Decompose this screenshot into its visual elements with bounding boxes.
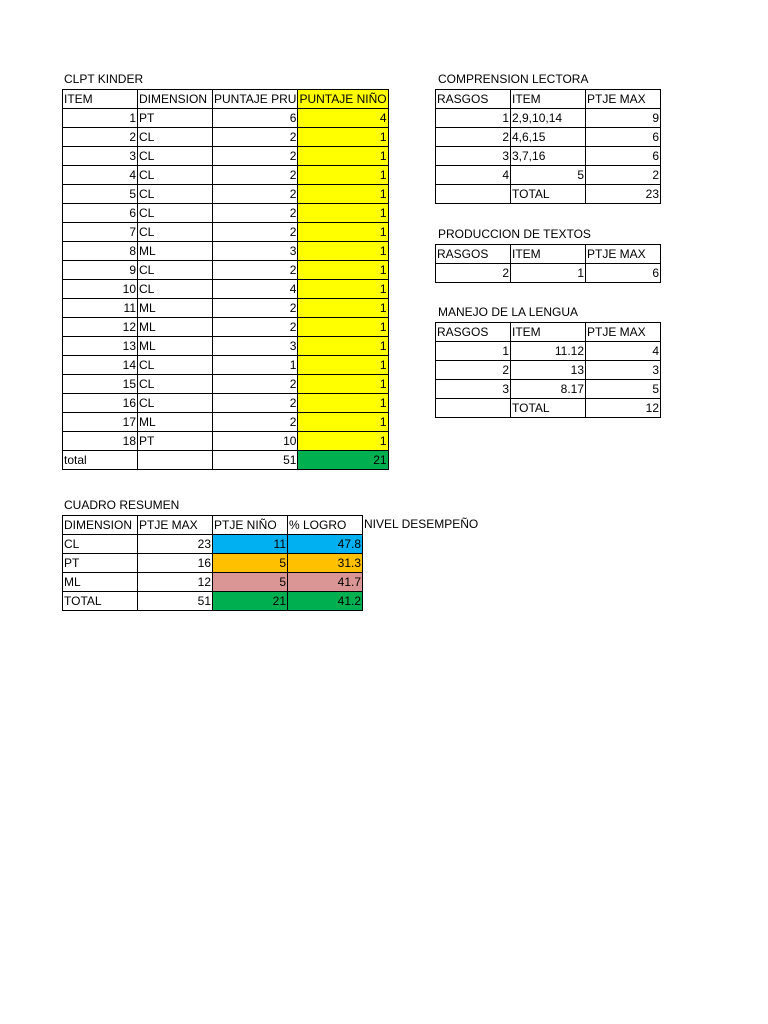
dimension-cell[interactable]: PT: [138, 109, 213, 128]
puntaje-nino-cell[interactable]: 1: [298, 223, 388, 242]
dimension-cell[interactable]: ML: [138, 299, 213, 318]
dimension-cell[interactable]: ML: [138, 242, 213, 261]
puntaje-prueba-cell[interactable]: 3: [213, 242, 298, 261]
table-row: [63, 185, 389, 204]
header-item[interactable]: ITEM: [511, 323, 586, 342]
dimension-cell[interactable]: ML: [138, 413, 213, 432]
main-score-table: [62, 89, 389, 470]
puntaje-prueba-cell[interactable]: 4: [213, 280, 298, 299]
puntaje-prueba-cell[interactable]: 2: [213, 299, 298, 318]
resumen-table: [62, 515, 363, 611]
dimension-cell[interactable]: CL: [63, 535, 138, 554]
dimension-cell[interactable]: ML: [138, 337, 213, 356]
dimension-cell[interactable]: ML: [63, 573, 138, 592]
ptje-max-cell[interactable]: 6: [586, 147, 661, 166]
puntaje-nino-cell[interactable]: 1: [298, 432, 388, 451]
header-puntaje-nino[interactable]: PUNTAJE NIÑO: [298, 90, 388, 109]
header-logro[interactable]: % LOGRO: [288, 516, 363, 535]
puntaje-nino-cell[interactable]: 1: [298, 147, 388, 166]
header-item[interactable]: ITEM: [511, 245, 586, 264]
header-ptje-max[interactable]: PTJE MAX: [138, 516, 213, 535]
header-ptje-nino[interactable]: PTJE NIÑO: [213, 516, 288, 535]
table-row: [436, 147, 661, 166]
resumen-title: CUADRO RESUMEN: [64, 498, 180, 512]
total-row: [436, 185, 661, 204]
item-cell[interactable]: 14: [63, 356, 138, 375]
puntaje-nino-cell[interactable]: 1: [298, 280, 388, 299]
dimension-cell[interactable]: CL: [138, 280, 213, 299]
puntaje-nino-cell[interactable]: 1: [298, 204, 388, 223]
total-max-cell[interactable]: 51: [213, 451, 298, 470]
item-cell[interactable]: 12: [63, 318, 138, 337]
puntaje-nino-cell[interactable]: 4: [298, 109, 388, 128]
ptje-max-cell[interactable]: 23: [138, 535, 213, 554]
puntaje-prueba-cell[interactable]: 2: [213, 128, 298, 147]
table-row: [436, 109, 661, 128]
item-cell[interactable]: 3,7,16: [511, 147, 586, 166]
table-row: [436, 361, 661, 380]
ptje-max-cell[interactable]: 16: [138, 554, 213, 573]
dimension-cell[interactable]: CL: [138, 128, 213, 147]
table-row: [63, 356, 389, 375]
table-row: [63, 432, 389, 451]
puntaje-nino-cell[interactable]: 1: [298, 394, 388, 413]
table-row: [63, 299, 389, 318]
dimension-cell[interactable]: ML: [138, 318, 213, 337]
puntaje-prueba-cell[interactable]: 2: [213, 204, 298, 223]
table-row: [63, 535, 363, 554]
puntaje-nino-cell[interactable]: 1: [298, 128, 388, 147]
puntaje-prueba-cell[interactable]: 2: [213, 394, 298, 413]
dimension-cell[interactable]: CL: [138, 166, 213, 185]
header-ptje-max[interactable]: PTJE MAX: [586, 90, 661, 109]
ptje-max-cell[interactable]: 12: [138, 573, 213, 592]
dimension-cell[interactable]: PT: [63, 554, 138, 573]
dimension-cell[interactable]: PT: [138, 432, 213, 451]
total-row: [63, 592, 363, 611]
item-cell[interactable]: 3: [63, 147, 138, 166]
table-row: [63, 147, 389, 166]
table-row: [63, 318, 389, 337]
puntaje-prueba-cell[interactable]: 2: [213, 223, 298, 242]
item-cell[interactable]: 17: [63, 413, 138, 432]
empty-cell[interactable]: [436, 185, 511, 204]
item-cell[interactable]: 8: [63, 242, 138, 261]
ptje-max-cell[interactable]: 6: [586, 264, 661, 283]
table-row: [63, 375, 389, 394]
item-cell[interactable]: 11: [63, 299, 138, 318]
header-rasgos[interactable]: RASGOS: [436, 323, 511, 342]
table-row: [63, 337, 389, 356]
table-row: [436, 166, 661, 185]
table-header-row: [436, 245, 661, 264]
header-nivel-desempeno[interactable]: NIVEL DESEMPEÑO: [364, 517, 479, 531]
puntaje-nino-cell[interactable]: 1: [298, 261, 388, 280]
puntaje-nino-cell[interactable]: 1: [298, 318, 388, 337]
puntaje-prueba-cell[interactable]: 2: [213, 413, 298, 432]
item-cell[interactable]: 5: [63, 185, 138, 204]
dimension-cell[interactable]: CL: [138, 261, 213, 280]
header-dimension[interactable]: DIMENSION: [138, 90, 213, 109]
item-cell[interactable]: 9: [63, 261, 138, 280]
table-row: [63, 280, 389, 299]
table-header-row: [63, 516, 363, 535]
table-row: [63, 223, 389, 242]
produccion-title: PRODUCCION DE TEXTOS: [438, 227, 591, 241]
empty-cell[interactable]: [138, 451, 213, 470]
item-cell[interactable]: 13: [63, 337, 138, 356]
table-row: [63, 242, 389, 261]
header-dimension[interactable]: DIMENSION: [63, 516, 138, 535]
table-row: [63, 166, 389, 185]
ptje-max-cell[interactable]: 5: [586, 380, 661, 399]
puntaje-prueba-cell[interactable]: 2: [213, 166, 298, 185]
puntaje-prueba-cell[interactable]: 2: [213, 375, 298, 394]
total-max-cell[interactable]: 23: [586, 185, 661, 204]
rasgo-cell[interactable]: 4: [436, 166, 511, 185]
dimension-cell[interactable]: CL: [138, 223, 213, 242]
item-cell[interactable]: 1: [63, 109, 138, 128]
puntaje-nino-cell[interactable]: 1: [298, 242, 388, 261]
table-row: [436, 380, 661, 399]
item-cell[interactable]: 5: [511, 166, 586, 185]
table-row: [63, 394, 389, 413]
puntaje-nino-cell[interactable]: 1: [298, 375, 388, 394]
puntaje-prueba-cell[interactable]: 10: [213, 432, 298, 451]
ptje-max-cell[interactable]: 3: [586, 361, 661, 380]
dimension-cell[interactable]: CL: [138, 394, 213, 413]
item-cell[interactable]: 2: [63, 128, 138, 147]
item-cell[interactable]: 18: [63, 432, 138, 451]
dimension-cell[interactable]: TOTAL: [63, 592, 138, 611]
comprension-title: COMPRENSION LECTORA: [438, 72, 589, 86]
logro-cell[interactable]: 41.7: [288, 573, 363, 592]
dimension-cell[interactable]: CL: [138, 375, 213, 394]
item-cell[interactable]: 13: [511, 361, 586, 380]
puntaje-nino-cell[interactable]: 1: [298, 337, 388, 356]
puntaje-prueba-cell[interactable]: 2: [213, 318, 298, 337]
table-header-row: [436, 90, 661, 109]
puntaje-nino-cell[interactable]: 1: [298, 413, 388, 432]
header-rasgos[interactable]: RASGOS: [436, 90, 511, 109]
ptje-nino-cell[interactable]: 21: [213, 592, 288, 611]
ptje-max-cell[interactable]: 9: [586, 109, 661, 128]
total-nino-cell[interactable]: 21: [298, 451, 388, 470]
item-cell[interactable]: 7: [63, 223, 138, 242]
table-row: [436, 342, 661, 361]
item-cell[interactable]: 16: [63, 394, 138, 413]
dimension-cell[interactable]: CL: [138, 204, 213, 223]
ptje-nino-cell[interactable]: 5: [213, 573, 288, 592]
total-label[interactable]: TOTAL: [511, 399, 586, 418]
puntaje-nino-cell[interactable]: 1: [298, 299, 388, 318]
puntaje-prueba-cell[interactable]: 3: [213, 337, 298, 356]
main-table-title: CLPT KINDER: [64, 72, 144, 86]
table-row: [63, 128, 389, 147]
ptje-max-cell[interactable]: 4: [586, 342, 661, 361]
rasgo-cell[interactable]: 2: [436, 128, 511, 147]
item-cell[interactable]: 15: [63, 375, 138, 394]
item-cell[interactable]: 4,6,15: [511, 128, 586, 147]
table-row: [63, 573, 363, 592]
total-label[interactable]: total: [63, 451, 138, 470]
header-item[interactable]: ITEM: [511, 90, 586, 109]
table-row: [436, 264, 661, 283]
item-cell[interactable]: 10: [63, 280, 138, 299]
manejo-title: MANEJO DE LA LENGUA: [438, 305, 579, 319]
dimension-cell[interactable]: CL: [138, 356, 213, 375]
rasgo-cell[interactable]: 3: [436, 380, 511, 399]
total-row: [436, 399, 661, 418]
rasgo-cell[interactable]: 3: [436, 147, 511, 166]
item-cell[interactable]: 2,9,10,14: [511, 109, 586, 128]
comprension-table: [435, 89, 661, 204]
logro-cell[interactable]: 31.3: [288, 554, 363, 573]
ptje-max-cell[interactable]: 6: [586, 128, 661, 147]
ptje-max-cell[interactable]: 51: [138, 592, 213, 611]
table-row: [63, 413, 389, 432]
header-puntaje-prueba[interactable]: PUNTAJE PRU: [213, 90, 298, 109]
logro-cell[interactable]: 41.2: [288, 592, 363, 611]
dimension-cell[interactable]: CL: [138, 147, 213, 166]
item-cell[interactable]: 1: [511, 264, 586, 283]
puntaje-prueba-cell[interactable]: 1: [213, 356, 298, 375]
item-cell[interactable]: 4: [63, 166, 138, 185]
table-header-row: [63, 90, 389, 109]
item-cell[interactable]: 8.17: [511, 380, 586, 399]
manejo-table: [435, 322, 661, 418]
total-label[interactable]: TOTAL: [511, 185, 586, 204]
header-rasgos[interactable]: RASGOS: [436, 245, 511, 264]
rasgo-cell[interactable]: 1: [436, 342, 511, 361]
puntaje-prueba-cell[interactable]: 2: [213, 261, 298, 280]
header-item[interactable]: ITEM: [63, 90, 138, 109]
ptje-nino-cell[interactable]: 11: [213, 535, 288, 554]
produccion-table: [435, 244, 661, 283]
table-row: [63, 554, 363, 573]
puntaje-prueba-cell[interactable]: 2: [213, 147, 298, 166]
puntaje-nino-cell[interactable]: 1: [298, 356, 388, 375]
total-row: [63, 451, 389, 470]
puntaje-prueba-cell[interactable]: 2: [213, 185, 298, 204]
rasgo-cell[interactable]: 2: [436, 361, 511, 380]
table-row: [63, 204, 389, 223]
table-row: [63, 261, 389, 280]
logro-cell[interactable]: 47.8: [288, 535, 363, 554]
dimension-cell[interactable]: CL: [138, 185, 213, 204]
ptje-max-cell[interactable]: 2: [586, 166, 661, 185]
rasgo-cell[interactable]: 1: [436, 109, 511, 128]
rasgo-cell[interactable]: 2: [436, 264, 511, 283]
table-row: [63, 109, 389, 128]
empty-cell[interactable]: [436, 399, 511, 418]
item-cell[interactable]: 11.12: [511, 342, 586, 361]
item-cell[interactable]: 6: [63, 204, 138, 223]
puntaje-nino-cell[interactable]: 1: [298, 166, 388, 185]
header-ptje-max[interactable]: PTJE MAX: [586, 323, 661, 342]
total-max-cell[interactable]: 12: [586, 399, 661, 418]
header-ptje-max[interactable]: PTJE MAX: [586, 245, 661, 264]
puntaje-prueba-cell[interactable]: 6: [213, 109, 298, 128]
ptje-nino-cell[interactable]: 5: [213, 554, 288, 573]
table-header-row: [436, 323, 661, 342]
table-row: [436, 128, 661, 147]
puntaje-nino-cell[interactable]: 1: [298, 185, 388, 204]
